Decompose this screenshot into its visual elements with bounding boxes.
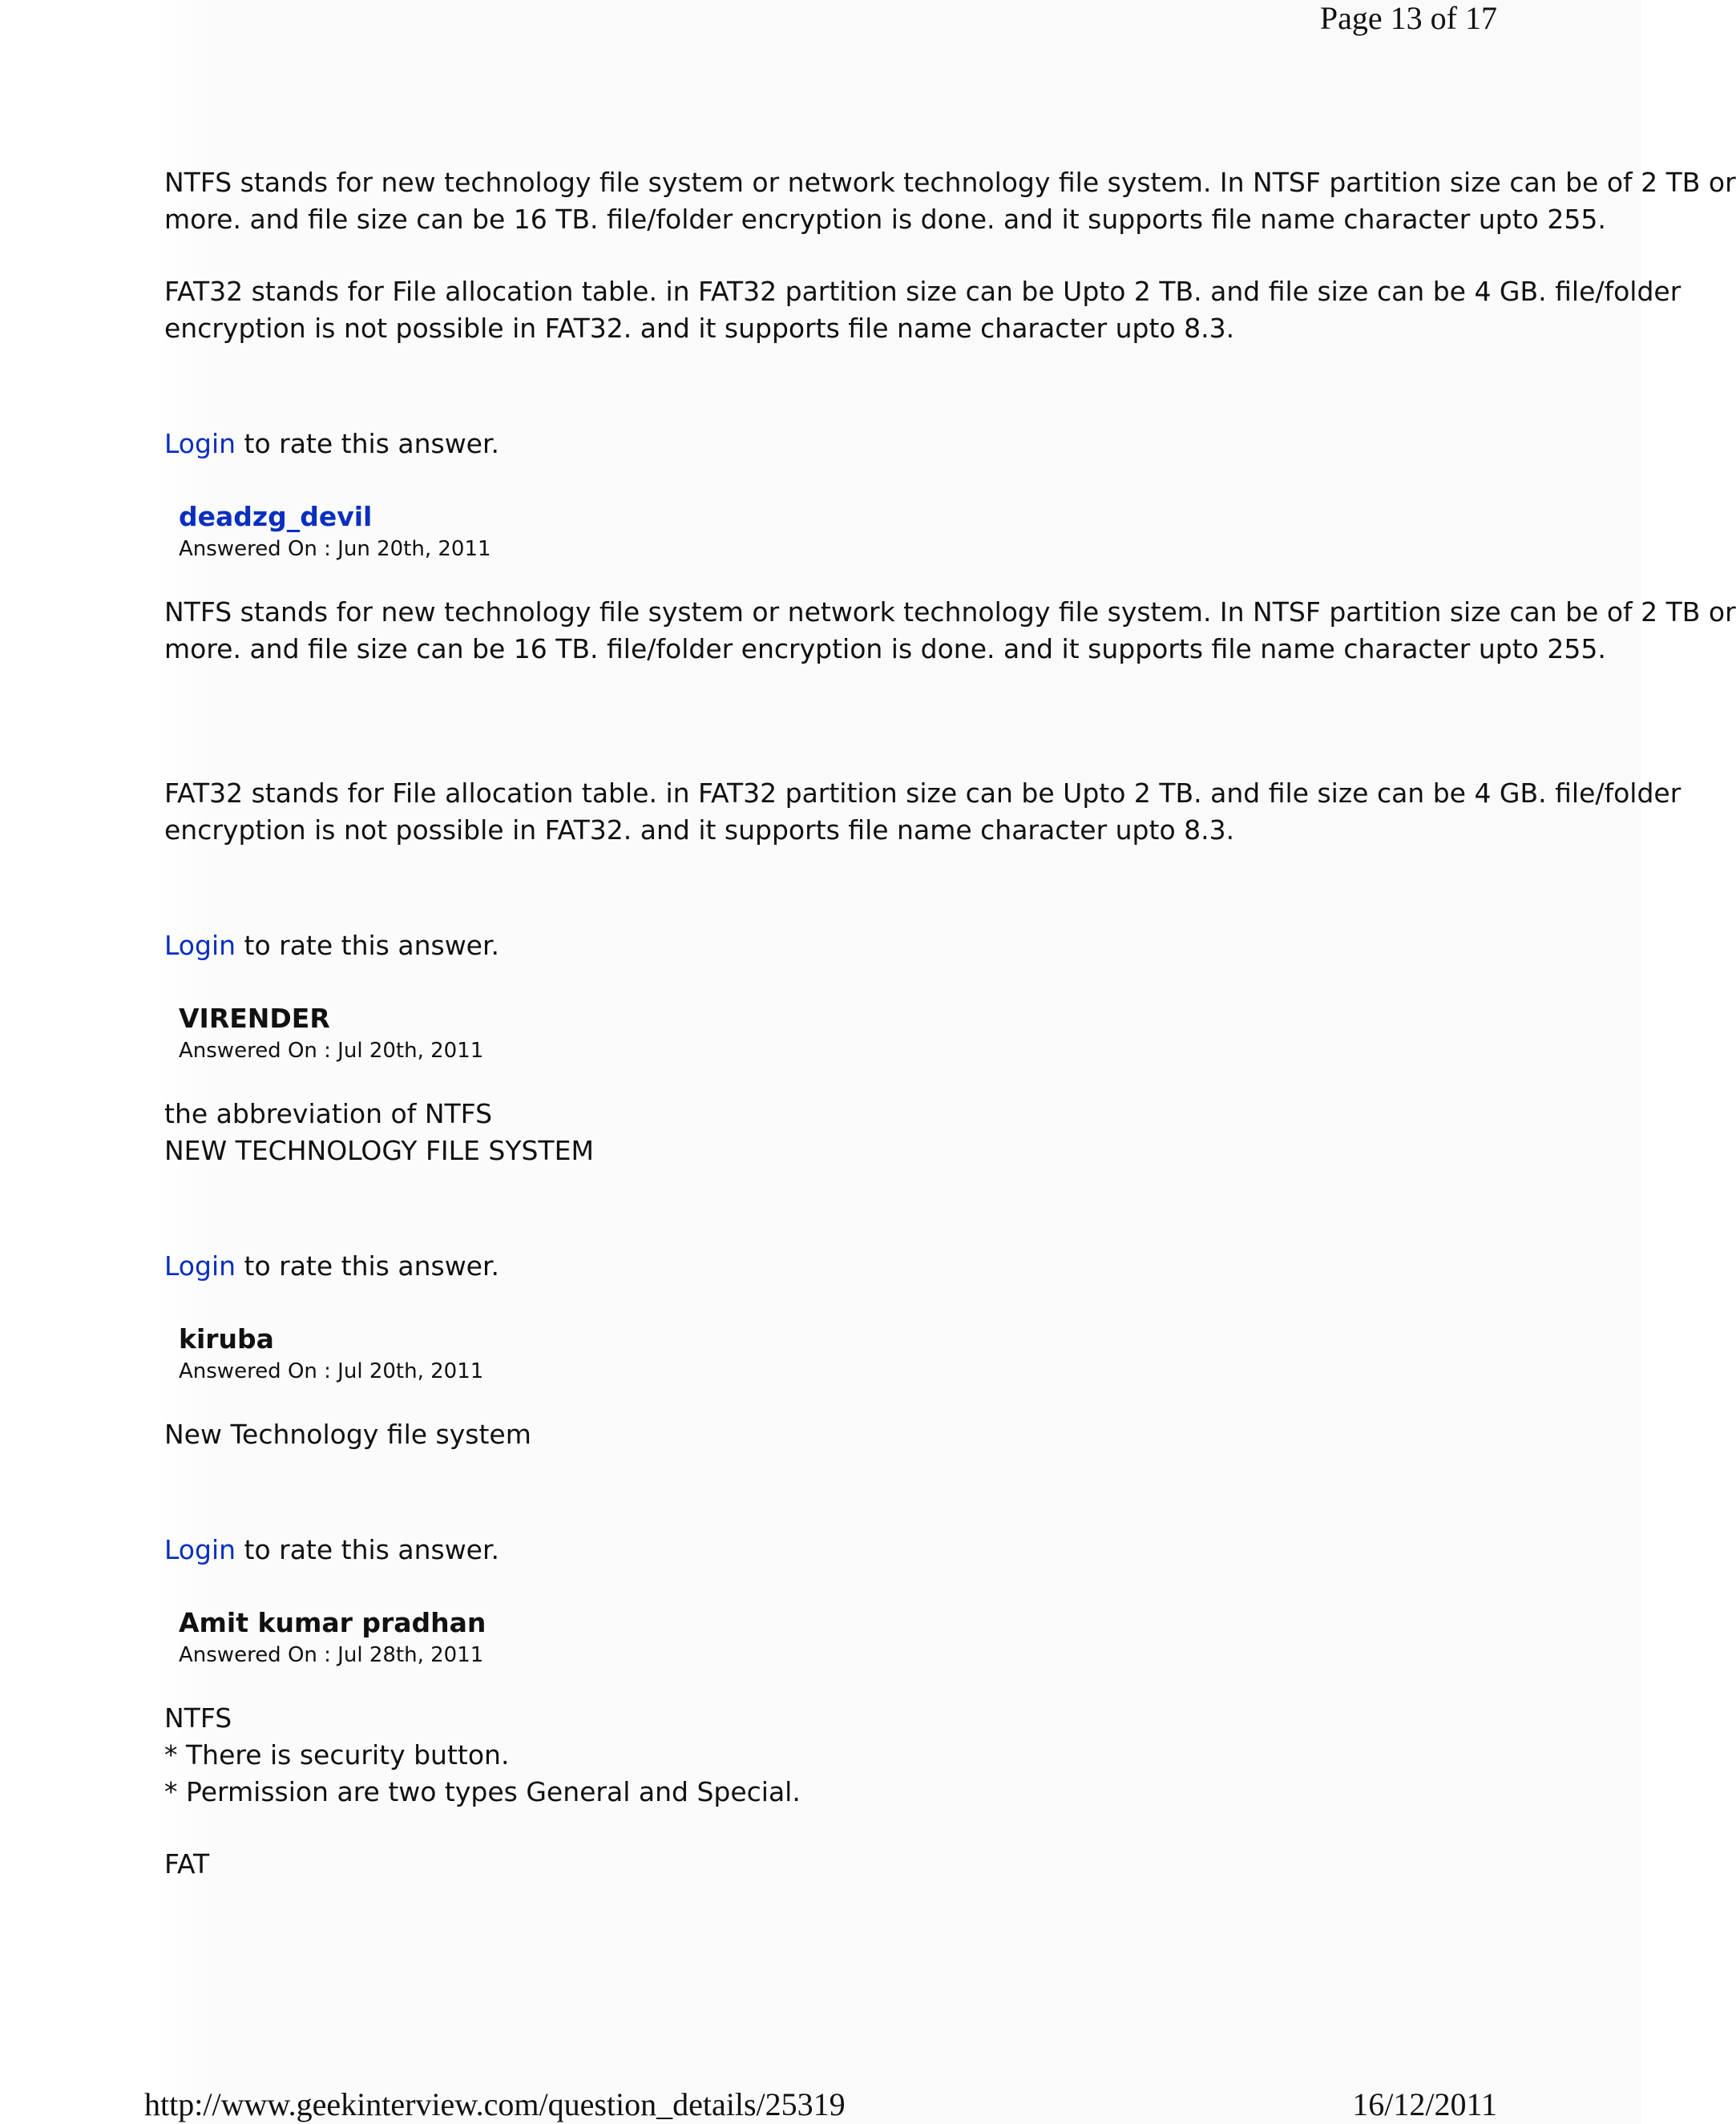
answered-date: Answered On : Jul 20th, 2011 — [179, 1039, 484, 1063]
rate-prompt — [164, 1532, 1496, 1569]
login-link[interactable]: Login — [164, 1534, 236, 1565]
answered-date: Answered On : Jul 20th, 2011 — [179, 1359, 484, 1383]
answer-meta — [179, 1605, 1496, 1670]
answer-line: New Technology file system — [164, 1419, 531, 1450]
rate-prompt — [164, 1248, 1496, 1285]
rate-prompt — [164, 927, 1496, 964]
answer-line: more. and file size can be 16 TB. file/folder encryption is done. and it supports file name character upto 255. — [164, 633, 1606, 664]
answer-meta — [179, 499, 1496, 563]
rate-text: to rate this answer. — [236, 428, 500, 459]
answered-date: Answered On : Jun 20th, 2011 — [179, 537, 491, 561]
answer-body — [164, 594, 1736, 849]
login-link[interactable]: Login — [164, 930, 236, 961]
answer-line: encryption is not possible in FAT32. and it supports file name character upto 8.3. — [164, 313, 1235, 344]
answer-line: FAT32 stands for File allocation table. in FAT32 partition size can be Upto 2 TB. and file size can be 4 GB. file/folder — [164, 276, 1681, 307]
login-link[interactable]: Login — [164, 428, 236, 459]
answers-content — [164, 164, 1736, 1883]
author-name: kiruba — [179, 1323, 274, 1355]
answer-meta — [179, 1001, 1496, 1065]
author-name: VIRENDER — [179, 1003, 330, 1034]
answer-body — [164, 164, 1736, 347]
author-name[interactable]: deadzg_devil — [179, 501, 373, 532]
answer-body — [164, 1096, 1496, 1169]
answer-line: NTFS — [164, 1702, 232, 1734]
answer-meta — [179, 1322, 1496, 1386]
rate-prompt — [164, 426, 1496, 462]
answer-line: * Permission are two types General and Special. — [164, 1776, 801, 1807]
answer-line: NEW TECHNOLOGY FILE SYSTEM — [164, 1135, 594, 1166]
rate-text: to rate this answer. — [236, 930, 500, 961]
answer-line: * There is security button. — [164, 1739, 510, 1771]
answer-line: FAT — [164, 1848, 210, 1880]
answer-line: encryption is not possible in FAT32. and it supports file name character upto 8.3. — [164, 814, 1235, 846]
answer-body — [164, 1700, 1496, 1883]
rate-text: to rate this answer. — [236, 1250, 500, 1282]
answer-body — [164, 1416, 1496, 1453]
author-name: Amit kumar pradhan — [179, 1607, 486, 1638]
answer-line: the abbreviation of NTFS — [164, 1098, 493, 1129]
answered-date: Answered On : Jul 28th, 2011 — [179, 1643, 484, 1667]
page-number: Page 13 of 17 — [1319, 0, 1497, 36]
login-link[interactable]: Login — [164, 1250, 236, 1282]
answer-line: more. and file size can be 16 TB. file/folder encryption is done. and it supports file name character upto 255. — [164, 204, 1606, 235]
answer-line: FAT32 stands for File allocation table. in FAT32 partition size can be Upto 2 TB. and file size can be 4 GB. file/folder — [164, 777, 1681, 809]
footer-date: 16/12/2011 — [1352, 2086, 1497, 2122]
footer-url: http://www.geekinterview.com/question_details/25319 — [144, 2086, 846, 2122]
answer-line: NTFS stands for new technology file system or network technology file system. In NTSF partition size can be of 2 TB or — [164, 167, 1736, 198]
answer-line: NTFS stands for new technology file system or network technology file system. In NTSF partition size can be of 2 TB or — [164, 596, 1736, 628]
rate-text: to rate this answer. — [236, 1534, 500, 1565]
